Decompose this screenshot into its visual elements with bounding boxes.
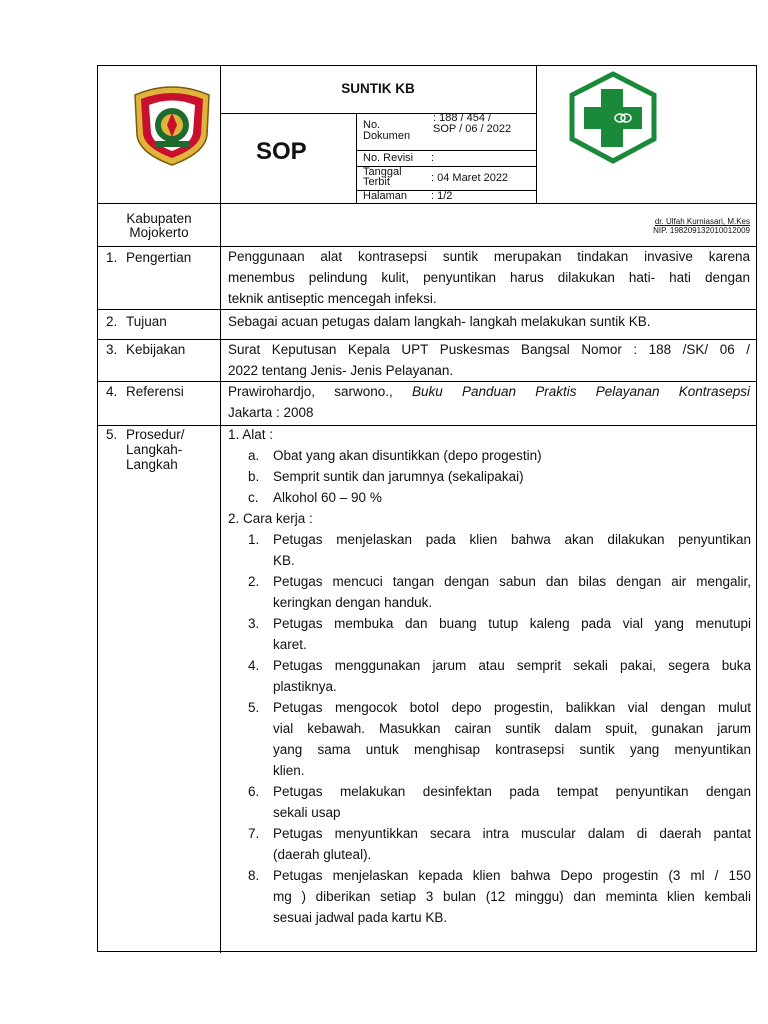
- procedure-step: [248, 529, 751, 571]
- procedure-step-text: [273, 529, 751, 571]
- referensi-text: [228, 381, 750, 423]
- divider: [220, 66, 221, 953]
- row-title: Langkah-: [126, 442, 183, 457]
- alat-item-text: Semprit suntik dan jarumnya (sekalipakai): [273, 469, 524, 484]
- row-label-kebijakan: [106, 342, 185, 357]
- puskesmas-logo: [568, 71, 658, 164]
- doc-no-label-line2: Dokumen: [363, 130, 411, 142]
- procedure-step-line: Petugas mencuci tangan dengan sabun dan bilas dengan air mengalir,: [273, 574, 751, 589]
- row-title: Tujuan: [126, 314, 167, 329]
- procedure-step-line: (daerah gluteal).: [273, 847, 372, 862]
- row-number: 5.: [106, 427, 118, 442]
- divider: [536, 66, 537, 203]
- divider: [356, 150, 536, 151]
- procedure-step-number: 3.: [248, 616, 260, 631]
- procedure-step-text: [273, 697, 751, 781]
- procedure-step-text: [273, 655, 751, 697]
- procedure-step-line: sesuai jadwal pada kartu KB.: [273, 910, 448, 925]
- procedure-step-line: keringkan dengan handuk.: [273, 595, 433, 610]
- tanggal-label-line2: Terbit: [363, 176, 390, 188]
- procedure-step-number: 7.: [248, 826, 260, 841]
- revisi-label: No. Revisi: [363, 152, 414, 164]
- procedure-step-text: [273, 613, 751, 655]
- document-title: SUNTIK KB: [341, 81, 415, 96]
- org-name: [98, 212, 220, 240]
- row-number: 3.: [106, 342, 118, 357]
- procedure-step-number: 8.: [248, 868, 260, 883]
- referensi-line: [228, 381, 750, 402]
- org-name-line1: Kabupaten: [126, 211, 192, 226]
- signer-name: dr. Ulfah Kurniasari, M.Kes: [654, 217, 750, 226]
- crest-icon: [131, 83, 213, 167]
- procedure-step-number: 5.: [248, 700, 260, 715]
- alat-item-marker: a.: [248, 448, 260, 463]
- procedure-step-line: Petugas melakukan desinfektan pada tempat penyuntikan dengan: [273, 784, 751, 799]
- pengertian-line: Penggunaan alat kontrasepsi suntik merupakan tindakan invasive karena: [228, 249, 750, 264]
- procedure-step-line: klien.: [273, 763, 305, 778]
- doc-no-label: [363, 120, 410, 142]
- doc-no-value-line2: SOP / 06 / 2022: [433, 123, 512, 135]
- procedure-step: [248, 697, 751, 781]
- procedure-step-line: vial kebawah. Masukkan cairan suntik dalam spuit, gunakan jarum: [273, 721, 751, 736]
- procedure-step: [248, 613, 751, 655]
- alat-item: [248, 487, 748, 508]
- procedure-step: [248, 655, 751, 697]
- row-title: Prosedur/: [126, 427, 185, 442]
- procedure-step-line: plastiknya.: [273, 679, 337, 694]
- tujuan-text: Sebagai acuan petugas dalam langkah- langkah melakukan suntik KB.: [228, 314, 651, 329]
- divider: [98, 309, 757, 310]
- procedure-step-number: 1.: [248, 532, 260, 547]
- procedure-step-number: 2.: [248, 574, 260, 589]
- alat-item-text: Alkohol 60 – 90 %: [273, 490, 382, 505]
- procedure-step-text: [273, 823, 751, 865]
- signer-nip: NIP. 198209132010012009: [653, 226, 750, 235]
- halaman-value: : 1/2: [431, 190, 453, 202]
- row-label-prosedur: [106, 427, 185, 472]
- row-title: Kebijakan: [126, 342, 186, 357]
- row-label-pengertian: [106, 250, 191, 265]
- kebijakan-line: Surat Keputusan Kepala UPT Puskesmas Bangsal Nomor : 188 /SK/ 06 /: [228, 342, 750, 357]
- kebijakan-text: [228, 339, 750, 381]
- procedure-step-text: [273, 781, 751, 823]
- alat-item-text: Obat yang akan disuntikkan (depo progestin): [273, 448, 542, 463]
- row-number: 2.: [106, 314, 118, 329]
- row-title: Pengertian: [126, 250, 192, 265]
- procedure-step-line: yang sama untuk menghisap kontrasepsi suntik yang menyuntikan: [273, 742, 751, 757]
- tanggal-label-line1: Tanggal: [363, 166, 402, 178]
- procedure-step-line: KB.: [273, 553, 295, 568]
- procedure-step: [248, 823, 751, 865]
- pengertian-line: teknik antiseptic mencegah infeksi.: [228, 291, 437, 306]
- procedure-step-line: Petugas menjelaskan pada klien bahwa akan dilakukan penyuntikan: [273, 532, 751, 547]
- referensi-author: Prawirohardjo, sarwono.,: [228, 384, 393, 399]
- referensi-line: Jakarta : 2008: [228, 405, 314, 420]
- pengertian-text: [228, 246, 750, 309]
- procedure-step-number: 4.: [248, 658, 260, 673]
- procedure-step-line: Petugas menjelaskan kepada klien bahwa Depo progestin (3 ml / 150: [273, 868, 751, 883]
- procedure-step-line: mg ) diberikan setiap 3 bulan (12 minggu) dan meminta klien kembali: [273, 889, 751, 904]
- referensi-book-title: Buku Panduan Praktis Pelayanan Kontrasepsi: [412, 384, 750, 399]
- procedure-step-line: Petugas mengocok botol depo progestin, balikkan vial dengan mulut: [273, 700, 751, 715]
- procedure-step-text: [273, 865, 751, 928]
- row-label-tujuan: [106, 314, 167, 329]
- row-number: 4.: [106, 384, 118, 399]
- puskesmas-cross-icon: [568, 71, 658, 164]
- pengertian-line: menembus pelindung kulit, penyuntikan harus dilakukan hati- hati dengan: [228, 270, 750, 285]
- sop-document: [97, 65, 757, 952]
- org-name-line2: Mojokerto: [129, 225, 189, 240]
- procedure-step-number: 6.: [248, 784, 260, 799]
- alat-item: [248, 466, 748, 487]
- tanggal-label: [363, 167, 402, 187]
- procedure-step: [248, 781, 751, 823]
- signer: [538, 217, 750, 235]
- procedure-step-line: Petugas menyuntikkan secara intra muscular dalam di daerah pantat: [273, 826, 751, 841]
- doc-no-value-line1: : 188 / 454 /: [433, 112, 492, 124]
- alat-item-marker: b.: [248, 469, 260, 484]
- alat-item: [248, 445, 748, 466]
- cara-kerja-heading: 2. Cara kerja :: [228, 511, 313, 526]
- row-label-referensi: [106, 384, 184, 399]
- alat-heading: 1. Alat :: [228, 427, 274, 442]
- procedure-step-line: karet.: [273, 637, 307, 652]
- alat-item-marker: c.: [248, 490, 259, 505]
- row-title: Langkah: [126, 457, 178, 472]
- procedure-step-line: Petugas menggunakan jarum atau semprit sekali pakai, segera buka: [273, 658, 751, 673]
- kebijakan-line: 2022 tentang Jenis- Jenis Pelayanan.: [228, 363, 454, 378]
- procedure-step-line: sekali usap: [273, 805, 341, 820]
- row-number: 1.: [106, 250, 118, 265]
- doc-no-label-line1: No.: [363, 119, 381, 131]
- sop-label: SOP: [256, 138, 307, 165]
- procedure-step-line: Petugas membuka dan buang tutup kaleng pada vial yang menutupi: [273, 616, 751, 631]
- halaman-label: Halaman: [363, 190, 408, 202]
- divider: [98, 425, 757, 426]
- kabupaten-crest-logo: [131, 83, 213, 167]
- procedure-step: [248, 865, 751, 928]
- procedure-step-text: [273, 571, 751, 613]
- revisi-value: :: [431, 152, 435, 164]
- procedure-step: [248, 571, 751, 613]
- doc-no-value: [433, 113, 511, 135]
- divider: [98, 203, 757, 204]
- tanggal-value: : 04 Maret 2022: [431, 172, 509, 184]
- row-title: Referensi: [126, 384, 184, 399]
